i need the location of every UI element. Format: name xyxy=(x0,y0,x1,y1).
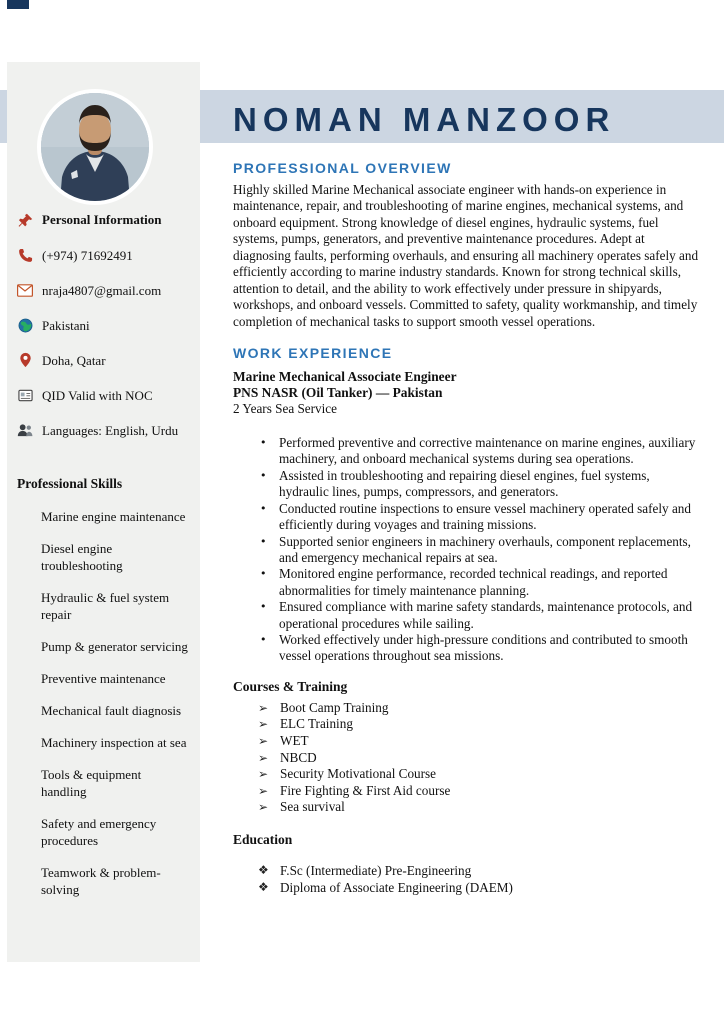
skill-item: Teamwork & problem-solving xyxy=(41,865,161,897)
job-title: Marine Mechanical Associate Engineer xyxy=(233,369,457,385)
arrow-bullet-icon: ➢ xyxy=(258,717,269,732)
skill-item: Safety and emergency procedures xyxy=(41,816,157,848)
candidate-name: NOMAN MANZOOR xyxy=(233,101,616,138)
education-list xyxy=(233,862,701,896)
nationality: Pakistani xyxy=(42,317,90,333)
duty-text: Worked effectively under high-pressure conditions and contributed to smooth vessel operations throughout sea missions. xyxy=(279,631,688,664)
course-text: NBCD xyxy=(280,749,317,765)
arrow-bullet-icon: ➢ xyxy=(258,800,269,815)
overview-heading: PROFESSIONAL OVERVIEW xyxy=(233,160,452,176)
duty-item xyxy=(258,468,701,501)
duty-item xyxy=(258,501,701,534)
arrow-bullet-icon: ➢ xyxy=(258,750,269,765)
course-text: WET xyxy=(280,732,309,748)
arrow-bullet-icon: ➢ xyxy=(258,783,269,798)
globe-icon xyxy=(17,317,33,333)
bullet-dot-icon: • xyxy=(260,534,267,548)
email-address: nraja4807@gmail.com xyxy=(42,282,162,298)
course-item xyxy=(258,733,701,750)
course-item xyxy=(258,700,701,717)
overview-paragraph: Highly skilled Marine Mechanical associate engineer with hands-on experience in maintenance, repair, and troubleshooting of marine engines, mechanical systems, and onboard equipment. Strong knowledge of diesel engines, hydraulic systems, fuel systems, pumps, generators, and preventive maintenance procedures. Adept at diagnosing faults, performing overhauls, and ensuring all machinery operates safely and efficiently according to marine industry standards. Known for strong technical skills, attention to detail, and the ability to work effectively under pressure in shipyards, workshops, and onboard vessels. Committed to safety, quality workmanship, and timely completion of mechanical tasks to support smooth vessel operations. xyxy=(233,182,699,329)
course-item xyxy=(258,799,701,816)
course-text: Boot Camp Training xyxy=(280,699,389,715)
duty-item xyxy=(258,534,701,567)
arrow-bullet-icon: ➢ xyxy=(258,733,269,748)
bullet-dot-icon: • xyxy=(260,600,267,614)
duties-list xyxy=(233,435,701,665)
bullet-dot-icon: • xyxy=(260,632,267,646)
phone-row xyxy=(17,245,188,265)
job-company: PNS NASR (Oil Tanker) — Pakistan xyxy=(233,385,443,401)
skill-item: Marine engine maintenance xyxy=(41,509,186,524)
job-block xyxy=(233,369,701,417)
location-row xyxy=(17,350,188,370)
duty-text: Conducted routine inspections to ensure vessel machinery operated safely and efficiently during voyages and training missions. xyxy=(279,500,691,533)
arrow-bullet-icon: ➢ xyxy=(258,767,269,782)
skill-item: Mechanical fault diagnosis xyxy=(41,703,182,718)
location-pin-icon xyxy=(17,352,33,368)
diamond-bullet-icon: ❖ xyxy=(258,862,269,877)
education-text: Diploma of Associate Engineering (DAEM) xyxy=(280,879,513,895)
bullet-dot-icon: • xyxy=(260,567,267,581)
skill-item: Hydraulic & fuel system repair xyxy=(41,590,170,622)
arrow-bullet-icon: ➢ xyxy=(258,700,269,715)
id-card-icon xyxy=(17,387,33,403)
languages: Languages: English, Urdu xyxy=(42,422,179,438)
duty-item xyxy=(258,599,701,632)
bullet-dot-icon: • xyxy=(260,468,267,482)
education-item xyxy=(258,879,701,896)
experience-heading: WORK EXPERIENCE xyxy=(233,345,393,362)
education-text: F.Sc (Intermediate) Pre-Engineering xyxy=(280,862,472,878)
education-heading: Education xyxy=(233,831,293,847)
skill-item: Preventive maintenance xyxy=(41,671,166,686)
courses-heading: Courses & Training xyxy=(233,678,348,694)
course-item xyxy=(258,766,701,783)
personal-info-header xyxy=(17,210,188,230)
course-item xyxy=(258,750,701,767)
diamond-bullet-icon: ❖ xyxy=(258,879,269,894)
bullet-dot-icon: • xyxy=(260,501,267,515)
qid-status: QID Valid with NOC xyxy=(42,387,153,403)
avatar xyxy=(41,93,149,201)
skill-item: Machinery inspection at sea xyxy=(41,735,187,750)
course-text: Sea survival xyxy=(280,799,345,815)
duty-text: Assisted in troubleshooting and repairing diesel engines, fuel systems, hydraulic lines, pumps, compressors, and generators. xyxy=(279,467,650,500)
qid-row xyxy=(17,385,188,405)
skill-item: Pump & generator servicing xyxy=(41,639,188,654)
bullet-dot-icon: • xyxy=(260,436,267,450)
duty-text: Monitored engine performance, recorded technical readings, and reported abnormalities for timely maintenance planning. xyxy=(279,566,668,598)
main-content xyxy=(233,0,701,896)
duty-item xyxy=(258,435,701,468)
skills-title: Professional Skills xyxy=(17,476,123,491)
profile-photo xyxy=(37,89,153,205)
email-row xyxy=(17,280,188,300)
course-item xyxy=(258,783,701,800)
skill-item: Diesel engine troubleshooting xyxy=(41,541,123,573)
course-item xyxy=(258,716,701,733)
duty-text: Ensured compliance with marine safety standards, maintenance protocols, and operational procedures while sailing. xyxy=(279,599,693,631)
languages-row xyxy=(17,420,188,440)
skill-item: Tools & equipment handling xyxy=(41,767,142,799)
job-duration: 2 Years Sea Service xyxy=(233,401,338,417)
course-text: ELC Training xyxy=(280,716,353,732)
email-icon xyxy=(17,282,33,298)
duty-text: Performed preventive and corrective maintenance on marine engines, auxiliary machinery, and onboard mechanical systems during sea operations. xyxy=(279,435,696,467)
phone-number: (+974) 71692491 xyxy=(42,247,133,263)
nationality-row xyxy=(17,315,188,335)
personal-info-label: Personal Information xyxy=(42,212,162,227)
courses-list xyxy=(233,700,701,816)
duty-item xyxy=(258,632,701,665)
pushpin-icon xyxy=(17,212,33,228)
location: Doha, Qatar xyxy=(42,352,106,368)
languages-icon xyxy=(17,422,33,438)
duty-item xyxy=(258,566,701,599)
course-text: Fire Fighting & First Aid course xyxy=(280,782,451,798)
corner-decoration xyxy=(7,0,29,9)
education-item xyxy=(258,862,701,879)
phone-icon xyxy=(17,247,33,263)
duty-text: Supported senior engineers in machinery overhauls, component replacements, and emergency mechanical repairs at sea. xyxy=(279,533,691,565)
course-text: Security Motivational Course xyxy=(280,766,437,782)
